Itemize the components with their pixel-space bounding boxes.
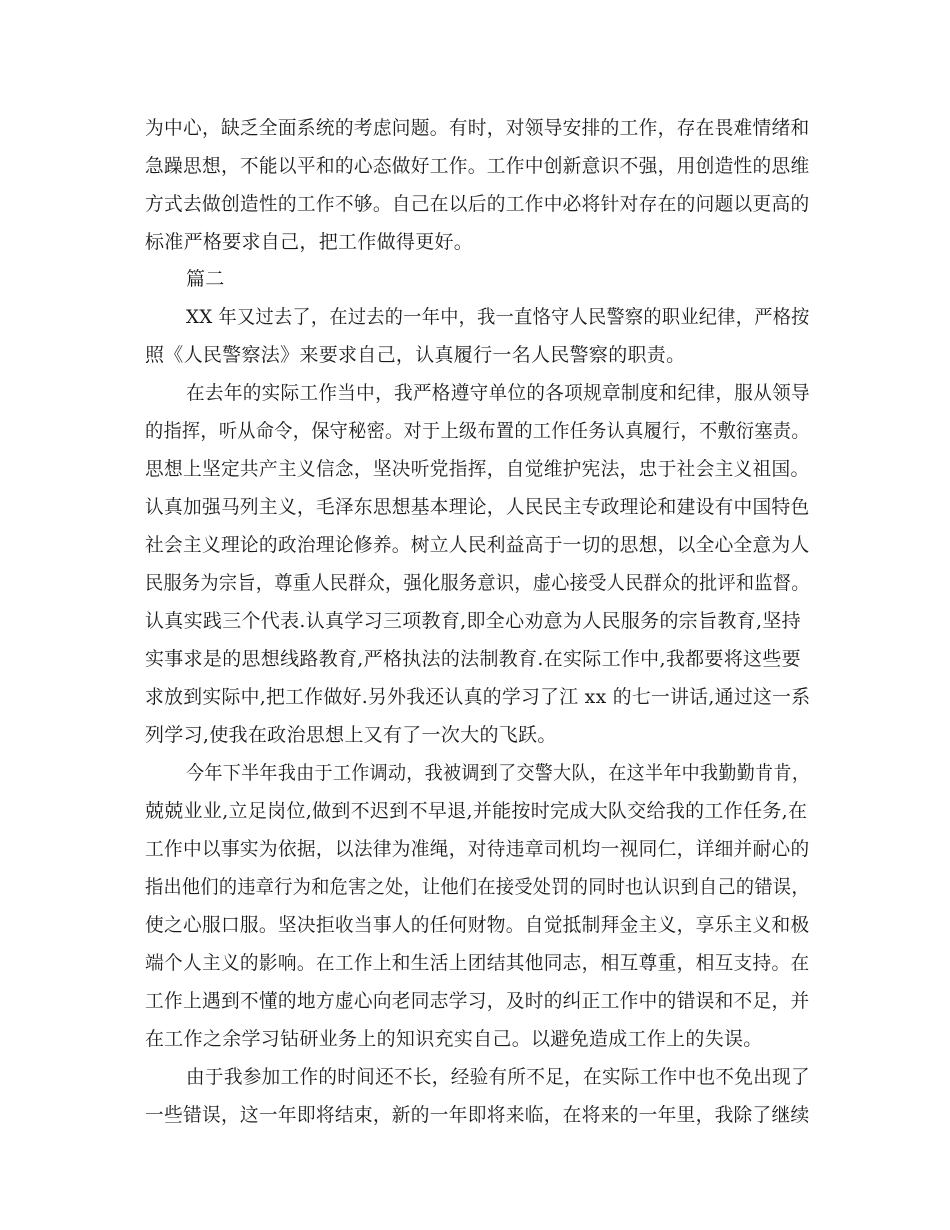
text-line: 兢兢业业,立足岗位,做到不迟到不早退,并能按时完成大队交给我的工作任务,在	[145, 800, 808, 822]
text-line: 认真实践三个代表.认真学习三项教育,即全心劝意为人民服务的宗旨教育,坚持	[145, 610, 801, 632]
text-line: 工作上遇到不懂的地方虚心向老同志学习，及时的纠正工作中的错误和不足，并	[145, 990, 810, 1012]
text-line: 思想上坚定共产主义信念，坚决听党指挥，自觉维护宪法，忠于社会主义祖国。	[145, 458, 810, 480]
text-line: 标准严格要求自己，把工作做得更好。	[145, 231, 474, 253]
paragraph-start: 由于我参加工作的时间还不长，经验有所不足，在实际工作中也不免出现了	[186, 1066, 810, 1088]
text-line: 方式去做创造性的工作不够。自己在以后的工作中必将针对存在的问题以更高的	[145, 193, 810, 215]
text-line: 工作中以事实为依据，以法律为准绳，对待违章司机均一视同仁，详细并耐心的	[145, 838, 810, 860]
text-line: 端个人主义的影响。在工作上和生活上团结其他同志，相互尊重，相互支持。在	[145, 952, 810, 974]
text-line: 在工作之余学习钻研业务上的知识充实自己。以避免造成工作上的失误。	[145, 1028, 763, 1050]
text-line: 照《人民警察法》来要求自己，认真履行一名人民警察的职责。	[145, 344, 686, 366]
text-line: 指出他们的违章行为和危害之处，让他们在接受处罚的同时也认识到自己的错误，	[145, 876, 810, 898]
text-line: 社会主义理论的政治理论修养。树立人民利益高于一切的思想，以全心全意为人	[145, 534, 810, 556]
text-line: 的指挥，听从命令，保守秘密。对于上级布置的工作任务认真履行，不敷衍塞责。	[145, 420, 810, 442]
text-line: 急躁思想，不能以平和的心态做好工作。工作中创新意识不强，用创造性的思维	[145, 155, 810, 177]
text-line: 民服务为宗旨，尊重人民群众，强化服务意识，虚心接受人民群众的批评和监督。	[145, 572, 810, 594]
section-heading: 篇二	[186, 268, 225, 290]
paragraph-start: 今年下半年我由于工作调动，我被调到了交警大队，在这半年中我勤勤肯肯，	[186, 762, 811, 784]
paragraph-start: 在去年的实际工作当中，我严格遵守单位的各项规章制度和纪律，服从领导	[186, 382, 810, 404]
paragraph-start: XX 年又过去了，在过去的一年中，我一直恪守人民警察的职业纪律，严格按	[186, 306, 810, 328]
text-line: 求放到实际中,把工作做好.另外我还认真的学习了江 xx 的七一讲话,通过这一系	[145, 686, 811, 708]
text-line: 使之心服口服。坚决拒收当事人的任何财物。自觉抵制拜金主义，享乐主义和极	[145, 914, 810, 936]
text-line: 列学习,使我在政治思想上又有了一次大的飞跃。	[145, 724, 557, 746]
text-line: 一些错误，这一年即将结束，新的一年即将来临，在将来的一年里，我除了继续	[145, 1104, 810, 1126]
text-line: 为中心，缺乏全面系统的考虑问题。有时，对领导安排的工作，存在畏难情绪和	[145, 117, 810, 139]
text-line: 认真加强马列主义，毛泽东思想基本理论，人民民主专政理论和建设有中国特色	[145, 496, 810, 518]
text-line: 实事求是的思想线路教育,严格执法的法制教育.在实际工作中,我都要将这些要	[145, 648, 801, 670]
